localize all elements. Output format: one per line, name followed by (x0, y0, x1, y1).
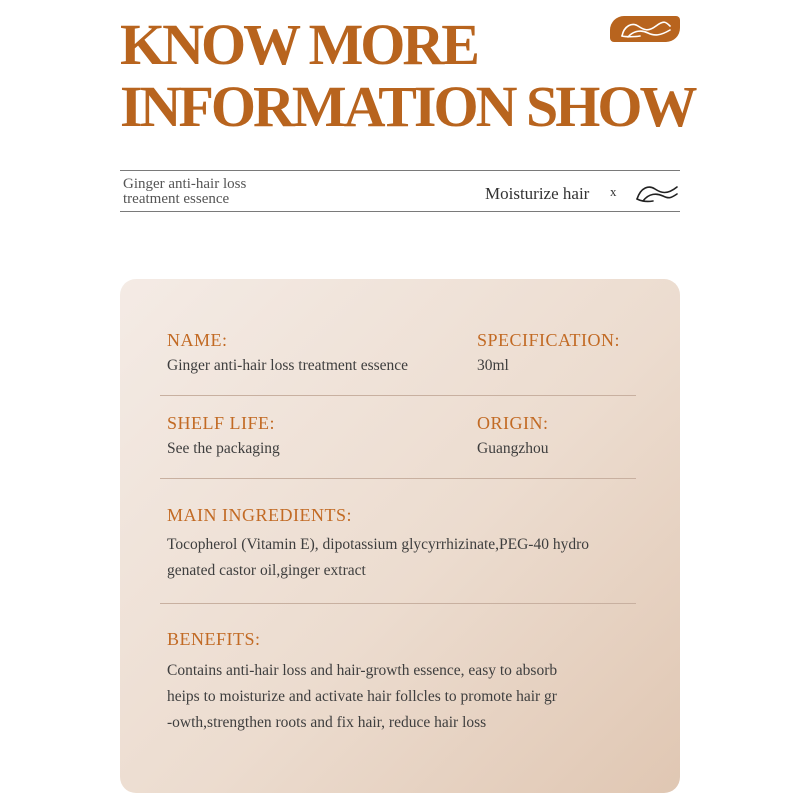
ingredients-line: genated castor oil,ginger extract (167, 562, 366, 579)
divider (160, 395, 636, 396)
strip-product-line-1: Ginger anti-hair loss (123, 176, 247, 192)
strip-x-mark: x (610, 184, 617, 199)
divider (160, 478, 636, 479)
origin-value: Guangzhou (477, 440, 549, 457)
strip-product-name (123, 177, 246, 207)
hair-wave-icon (635, 179, 679, 205)
ingredients-text (167, 532, 589, 584)
product-strip (120, 170, 680, 212)
name-label: NAME: (167, 330, 228, 350)
hair-wave-icon (618, 18, 672, 40)
spec-label: SPECIFICATION: (477, 330, 621, 350)
page-title-line-1: KNOW MORE (120, 12, 477, 77)
benefits-line: heips to moisturize and activate hair follcles to promote hair gr (167, 688, 557, 705)
benefits-line: Contains anti-hair loss and hair-growth essence, easy to absorb (167, 662, 558, 679)
info-card (120, 279, 680, 793)
strip-product-line-2: treatment essence (123, 191, 230, 207)
hair-badge (610, 16, 680, 42)
shelf-life-value: See the packaging (167, 440, 280, 457)
page-title-line-2: INFORMATION SHOW (120, 74, 695, 139)
benefits-label: BENEFITS: (167, 629, 261, 649)
benefits-text (167, 658, 557, 736)
name-value: Ginger anti-hair loss treatment essence (167, 357, 409, 374)
ingredients-line: Tocopherol (Vitamin E), dipotassium glycyrrhizinate,PEG-40 hydro (167, 536, 589, 553)
ingredients-label: MAIN INGREDIENTS: (167, 505, 352, 525)
benefits-line: -owth,strengthen roots and fix hair, reduce hair loss (167, 714, 487, 731)
spec-value: 30ml (477, 357, 509, 374)
divider (160, 603, 636, 604)
origin-label: ORIGIN: (477, 413, 549, 433)
strip-tag: Moisturize hair (485, 184, 590, 203)
shelf-life-label: SHELF LIFE: (167, 413, 276, 433)
